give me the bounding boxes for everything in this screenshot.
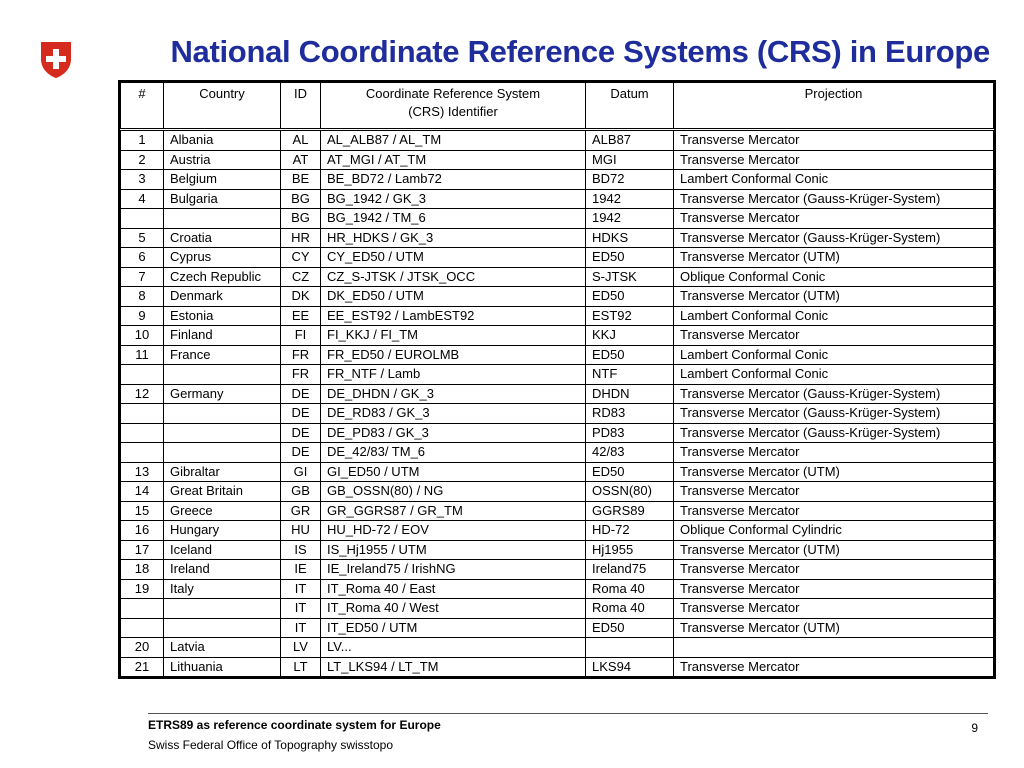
table-row <box>121 384 994 404</box>
table-row <box>121 423 994 443</box>
cell-id: DE <box>281 443 321 463</box>
cell-crs: DK_ED50 / UTM <box>321 287 586 307</box>
cell-datum: NTF <box>586 365 674 385</box>
cell-num: 17 <box>121 540 164 560</box>
table-row <box>121 345 994 365</box>
header-num: # <box>121 83 164 130</box>
cell-datum: OSSN(80) <box>586 482 674 502</box>
cell-id: HU <box>281 521 321 541</box>
cell-datum: 1942 <box>586 209 674 229</box>
cell-country: Cyprus <box>164 248 281 268</box>
cell-projection: Transverse Mercator <box>674 657 994 677</box>
cell-id: CZ <box>281 267 321 287</box>
cell-projection: Lambert Conformal Conic <box>674 170 994 190</box>
cell-id: FI <box>281 326 321 346</box>
table-row <box>121 365 994 385</box>
footer-title: ETRS89 as reference coordinate system for Europe <box>148 718 441 732</box>
cell-datum: EST92 <box>586 306 674 326</box>
cell-crs: CZ_S-JTSK / JTSK_OCC <box>321 267 586 287</box>
cell-country: Croatia <box>164 228 281 248</box>
footer-subtitle: Swiss Federal Office of Topography swisstopo <box>148 738 394 752</box>
cell-id: CY <box>281 248 321 268</box>
header-projection: Projection <box>674 83 994 130</box>
table-row <box>121 599 994 619</box>
cell-projection: Transverse Mercator <box>674 150 994 170</box>
table-row <box>121 462 994 482</box>
cell-id: HR <box>281 228 321 248</box>
cell-crs: DE_PD83 / GK_3 <box>321 423 586 443</box>
cell-projection: Transverse Mercator (Gauss-Krüger-System) <box>674 423 994 443</box>
cell-country: Great Britain <box>164 482 281 502</box>
cell-datum: Ireland75 <box>586 560 674 580</box>
table-header-row <box>121 83 994 130</box>
cell-crs: LV... <box>321 638 586 658</box>
cell-crs: BG_1942 / GK_3 <box>321 189 586 209</box>
table-row <box>121 501 994 521</box>
cell-projection: Lambert Conformal Conic <box>674 306 994 326</box>
cell-country: Germany <box>164 384 281 404</box>
cell-crs: HU_HD-72 / EOV <box>321 521 586 541</box>
cell-crs: AT_MGI / AT_TM <box>321 150 586 170</box>
cell-num: 7 <box>121 267 164 287</box>
cell-crs: IS_Hj1955 / UTM <box>321 540 586 560</box>
cell-id: DE <box>281 404 321 424</box>
cell-projection: Transverse Mercator <box>674 130 994 151</box>
cell-num: 14 <box>121 482 164 502</box>
cell-datum: RD83 <box>586 404 674 424</box>
cell-num: 21 <box>121 657 164 677</box>
cell-country: Finland <box>164 326 281 346</box>
cell-projection: Transverse Mercator (UTM) <box>674 618 994 638</box>
cell-projection: Oblique Conformal Cylindric <box>674 521 994 541</box>
cell-country: Austria <box>164 150 281 170</box>
cell-datum: KKJ <box>586 326 674 346</box>
cell-crs: AL_ALB87 / AL_TM <box>321 130 586 151</box>
header-country: Country <box>164 83 281 130</box>
cell-datum: PD83 <box>586 423 674 443</box>
cell-crs: BE_BD72 / Lamb72 <box>321 170 586 190</box>
cell-id: BG <box>281 189 321 209</box>
cell-num: 11 <box>121 345 164 365</box>
cell-id: LV <box>281 638 321 658</box>
cell-country: Greece <box>164 501 281 521</box>
cell-country <box>164 423 281 443</box>
cell-projection: Transverse Mercator (Gauss-Krüger-System) <box>674 384 994 404</box>
cell-country <box>164 365 281 385</box>
cell-country: Bulgaria <box>164 189 281 209</box>
cell-country: Latvia <box>164 638 281 658</box>
cell-num: 1 <box>121 130 164 151</box>
cell-country <box>164 599 281 619</box>
cell-num: 10 <box>121 326 164 346</box>
cell-id: FR <box>281 365 321 385</box>
cell-country: Iceland <box>164 540 281 560</box>
cell-crs: DE_RD83 / GK_3 <box>321 404 586 424</box>
table-row <box>121 638 994 658</box>
cell-datum: ALB87 <box>586 130 674 151</box>
table-row <box>121 170 994 190</box>
cell-crs: LT_LKS94 / LT_TM <box>321 657 586 677</box>
page-title: National Coordinate Reference Systems (CRS) in Europe <box>170 34 990 69</box>
cell-projection: Transverse Mercator <box>674 443 994 463</box>
cell-num: 3 <box>121 170 164 190</box>
table-row <box>121 228 994 248</box>
cell-id: IT <box>281 618 321 638</box>
cell-country: Ireland <box>164 560 281 580</box>
cell-id: DE <box>281 423 321 443</box>
cell-id: AL <box>281 130 321 151</box>
cell-projection: Transverse Mercator (Gauss-Krüger-System) <box>674 404 994 424</box>
cell-datum: GGRS89 <box>586 501 674 521</box>
table-row <box>121 150 994 170</box>
table-row <box>121 267 994 287</box>
cell-num <box>121 209 164 229</box>
cell-crs: GB_OSSN(80) / NG <box>321 482 586 502</box>
cell-crs: GI_ED50 / UTM <box>321 462 586 482</box>
cell-country: Czech Republic <box>164 267 281 287</box>
table-row <box>121 306 994 326</box>
cell-crs: FR_ED50 / EUROLMB <box>321 345 586 365</box>
cell-datum <box>586 638 674 658</box>
cell-id: GB <box>281 482 321 502</box>
cell-id: LT <box>281 657 321 677</box>
cell-num: 9 <box>121 306 164 326</box>
cell-projection: Transverse Mercator <box>674 579 994 599</box>
footer-divider <box>148 713 988 714</box>
cell-projection: Transverse Mercator <box>674 501 994 521</box>
header-datum: Datum <box>586 83 674 130</box>
table-row <box>121 540 994 560</box>
cell-num: 18 <box>121 560 164 580</box>
cell-projection: Transverse Mercator (Gauss-Krüger-System) <box>674 228 994 248</box>
header-id: ID <box>281 83 321 130</box>
cell-projection: Transverse Mercator <box>674 209 994 229</box>
cell-crs: FI_KKJ / FI_TM <box>321 326 586 346</box>
cell-num: 12 <box>121 384 164 404</box>
cell-id: EE <box>281 306 321 326</box>
cell-datum: 42/83 <box>586 443 674 463</box>
cell-id: BE <box>281 170 321 190</box>
cell-id: GR <box>281 501 321 521</box>
cell-num <box>121 404 164 424</box>
cell-id: IT <box>281 599 321 619</box>
cell-projection: Transverse Mercator (Gauss-Krüger-System) <box>674 189 994 209</box>
cell-country: France <box>164 345 281 365</box>
cell-crs: IT_Roma 40 / West <box>321 599 586 619</box>
cell-num <box>121 423 164 443</box>
table-row <box>121 443 994 463</box>
cell-datum: LKS94 <box>586 657 674 677</box>
cell-num <box>121 599 164 619</box>
cell-datum: 1942 <box>586 189 674 209</box>
cell-datum: ED50 <box>586 248 674 268</box>
cell-num: 2 <box>121 150 164 170</box>
cell-projection: Transverse Mercator (UTM) <box>674 287 994 307</box>
cell-country: Albania <box>164 130 281 151</box>
crs-table-container <box>118 80 996 679</box>
cell-num: 13 <box>121 462 164 482</box>
table-row <box>121 404 994 424</box>
cell-num: 16 <box>121 521 164 541</box>
cell-crs: IE_Ireland75 / IrishNG <box>321 560 586 580</box>
cell-country: Estonia <box>164 306 281 326</box>
cell-datum: Roma 40 <box>586 599 674 619</box>
cell-projection: Transverse Mercator <box>674 326 994 346</box>
cell-datum: Roma 40 <box>586 579 674 599</box>
cell-datum: MGI <box>586 150 674 170</box>
swiss-shield-icon <box>40 41 72 79</box>
cell-num <box>121 618 164 638</box>
header-crs <box>321 83 586 130</box>
cell-datum: ED50 <box>586 287 674 307</box>
cell-projection: Lambert Conformal Conic <box>674 345 994 365</box>
table-row <box>121 657 994 677</box>
cell-datum: DHDN <box>586 384 674 404</box>
cell-num: 20 <box>121 638 164 658</box>
cell-country <box>164 404 281 424</box>
cell-projection: Transverse Mercator (UTM) <box>674 540 994 560</box>
cell-crs: CY_ED50 / UTM <box>321 248 586 268</box>
cell-num <box>121 365 164 385</box>
cell-datum: HD-72 <box>586 521 674 541</box>
cell-country <box>164 443 281 463</box>
table-row <box>121 209 994 229</box>
cell-country: Italy <box>164 579 281 599</box>
crs-table <box>120 82 994 677</box>
cell-num: 5 <box>121 228 164 248</box>
table-row <box>121 287 994 307</box>
header-crs-line1: Coordinate Reference System <box>365 86 541 101</box>
cell-crs: IT_Roma 40 / East <box>321 579 586 599</box>
table-body <box>121 130 994 677</box>
cell-country: Belgium <box>164 170 281 190</box>
cell-num: 15 <box>121 501 164 521</box>
header-crs-line2: (CRS) Identifier <box>408 104 498 119</box>
cell-projection: Transverse Mercator <box>674 560 994 580</box>
cell-projection: Lambert Conformal Conic <box>674 365 994 385</box>
cell-crs: BG_1942 / TM_6 <box>321 209 586 229</box>
cell-num: 4 <box>121 189 164 209</box>
cell-datum: HDKS <box>586 228 674 248</box>
cell-datum: ED50 <box>586 462 674 482</box>
cell-projection: Transverse Mercator (UTM) <box>674 248 994 268</box>
cell-num: 6 <box>121 248 164 268</box>
table-row <box>121 482 994 502</box>
table-row <box>121 248 994 268</box>
cell-crs: DE_42/83/ TM_6 <box>321 443 586 463</box>
cell-id: FR <box>281 345 321 365</box>
table-row <box>121 189 994 209</box>
cell-datum: ED50 <box>586 345 674 365</box>
cell-projection <box>674 638 994 658</box>
table-row <box>121 130 994 151</box>
cell-id: DE <box>281 384 321 404</box>
cell-country: Hungary <box>164 521 281 541</box>
cell-projection: Transverse Mercator <box>674 482 994 502</box>
cell-country: Lithuania <box>164 657 281 677</box>
cell-crs: IT_ED50 / UTM <box>321 618 586 638</box>
cell-datum: S-JTSK <box>586 267 674 287</box>
cell-id: IT <box>281 579 321 599</box>
cell-datum: BD72 <box>586 170 674 190</box>
table-row <box>121 326 994 346</box>
cell-country <box>164 618 281 638</box>
cell-crs: HR_HDKS / GK_3 <box>321 228 586 248</box>
cell-id: DK <box>281 287 321 307</box>
cell-crs: GR_GGRS87 / GR_TM <box>321 501 586 521</box>
cell-country <box>164 209 281 229</box>
cell-id: IS <box>281 540 321 560</box>
table-row <box>121 521 994 541</box>
cell-datum: Hj1955 <box>586 540 674 560</box>
cell-id: IE <box>281 560 321 580</box>
cell-id: BG <box>281 209 321 229</box>
cell-crs: FR_NTF / Lamb <box>321 365 586 385</box>
cell-country: Gibraltar <box>164 462 281 482</box>
table-row <box>121 560 994 580</box>
table-row <box>121 579 994 599</box>
cell-id: GI <box>281 462 321 482</box>
cell-num: 8 <box>121 287 164 307</box>
cell-id: AT <box>281 150 321 170</box>
table-row <box>121 618 994 638</box>
cell-datum: ED50 <box>586 618 674 638</box>
cell-projection: Transverse Mercator (UTM) <box>674 462 994 482</box>
cell-projection: Oblique Conformal Conic <box>674 267 994 287</box>
cell-num: 19 <box>121 579 164 599</box>
page-number: 9 <box>971 721 978 735</box>
cell-projection: Transverse Mercator <box>674 599 994 619</box>
cell-num <box>121 443 164 463</box>
cell-crs: DE_DHDN / GK_3 <box>321 384 586 404</box>
cell-country: Denmark <box>164 287 281 307</box>
cell-crs: EE_EST92 / LambEST92 <box>321 306 586 326</box>
